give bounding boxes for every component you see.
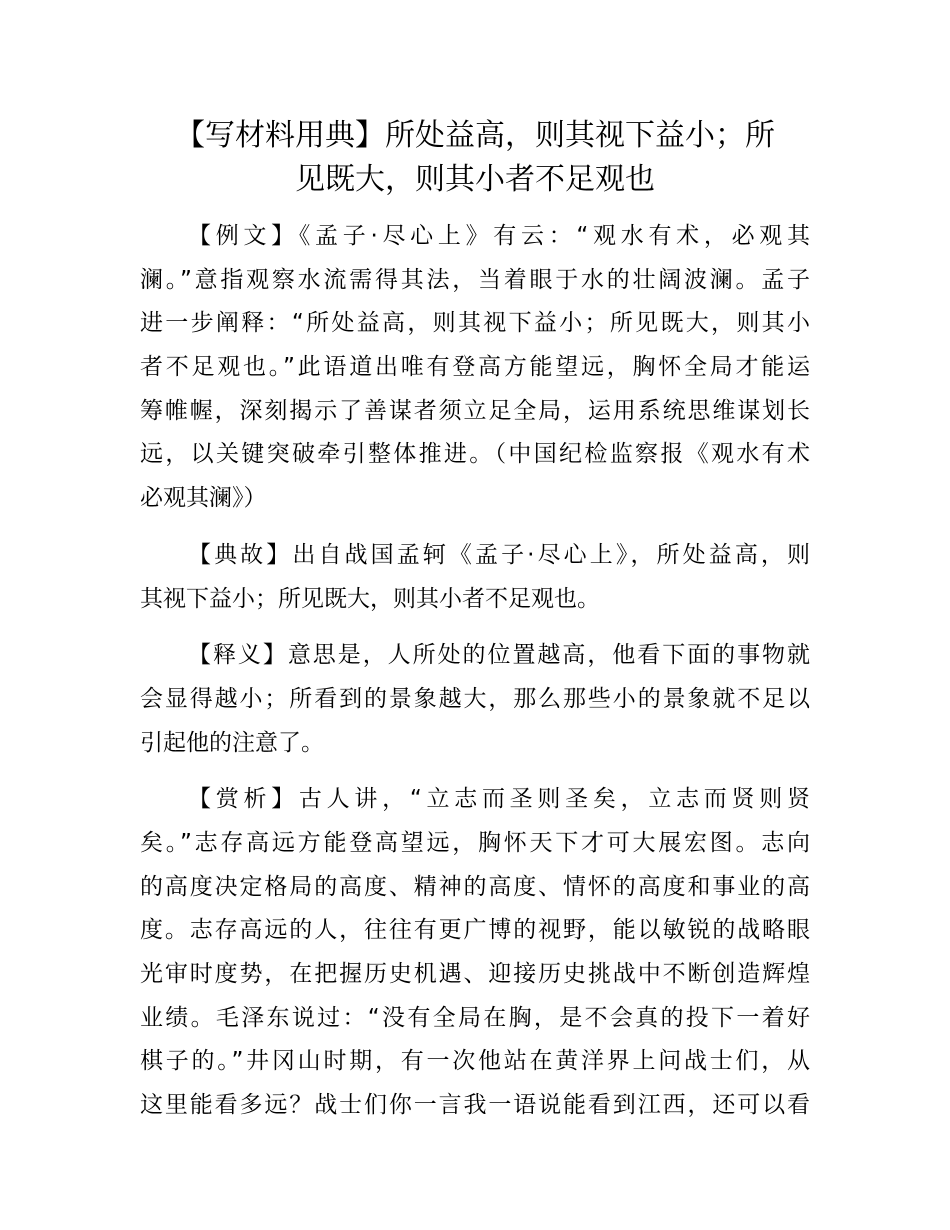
text-line: 【例文】《孟子·尽心上》有云：“观水有术，必观其 bbox=[188, 223, 810, 249]
text-line: 棋子的。”井冈山时期，有一次他站在黄洋界上问战士们，从 bbox=[140, 1048, 810, 1075]
text-line: 【赏析】古人讲，“立志而圣则圣矣，立志而贤则贤 bbox=[188, 786, 810, 813]
text-line: 业绩。毛泽东说过：“没有全局在胸，是不会真的投下一着好 bbox=[140, 1004, 810, 1031]
text-line: 进一步阐释：“所处益高，则其视下益小；所见既大，则其小 bbox=[140, 310, 810, 337]
text-line: 其视下益小；所见既大，则其小者不足观也。 bbox=[140, 585, 600, 612]
title-line: 【写材料用典】所处益高，则其视下益小；所 bbox=[175, 118, 775, 153]
text-line: 引起他的注意了。 bbox=[140, 729, 324, 756]
paragraph-allusion bbox=[140, 534, 810, 621]
text-line: 【释义】意思是，人所处的位置越高，他看下面的事物就 bbox=[188, 642, 810, 669]
text-line: 会显得越小；所看到的景象越大，那么那些小的景象就不足以 bbox=[140, 685, 810, 712]
document-body bbox=[140, 215, 810, 1141]
text-line: 这里能看多远？战士们你一言我一语说能看到江西，还可以看 bbox=[140, 1092, 810, 1119]
text-line: 澜。”意指观察水流需得其法，当着眼于水的壮阔波澜。孟子 bbox=[140, 266, 810, 293]
text-line: 必观其澜》） bbox=[140, 485, 267, 512]
paragraph-meaning bbox=[140, 634, 810, 765]
text-line: 远，以关键突破牵引整体推进。（中国纪检监察报《观水有术 bbox=[140, 441, 810, 468]
text-line: 矣。”志存高远方能登高望远，胸怀天下才可大展宏图。志向 bbox=[140, 829, 810, 856]
text-line: 者不足观也。”此语道出唯有登高方能望远，胸怀全局才能运 bbox=[140, 354, 810, 381]
text-line: 【典故】出自战国孟轲《孟子·尽心上》，所处益高，则 bbox=[188, 541, 810, 568]
text-line: 光审时度势，在把握历史机遇、迎接历史挑战中不断创造辉煌 bbox=[140, 961, 810, 987]
title-line: 见既大，则其小者不足观也 bbox=[295, 162, 655, 197]
text-line: 筹帷幄，深刻揭示了善谋者须立足全局，运用系统思维谋划长 bbox=[140, 397, 810, 424]
document-title bbox=[140, 114, 810, 202]
paragraph-example bbox=[140, 215, 810, 521]
text-line: 度。志存高远的人，往往有更广博的视野，能以敏锐的战略眼 bbox=[140, 917, 810, 944]
paragraph-analysis bbox=[140, 778, 810, 1128]
text-line: 的高度决定格局的高度、精神的高度、情怀的高度和事业的高 bbox=[140, 873, 810, 900]
